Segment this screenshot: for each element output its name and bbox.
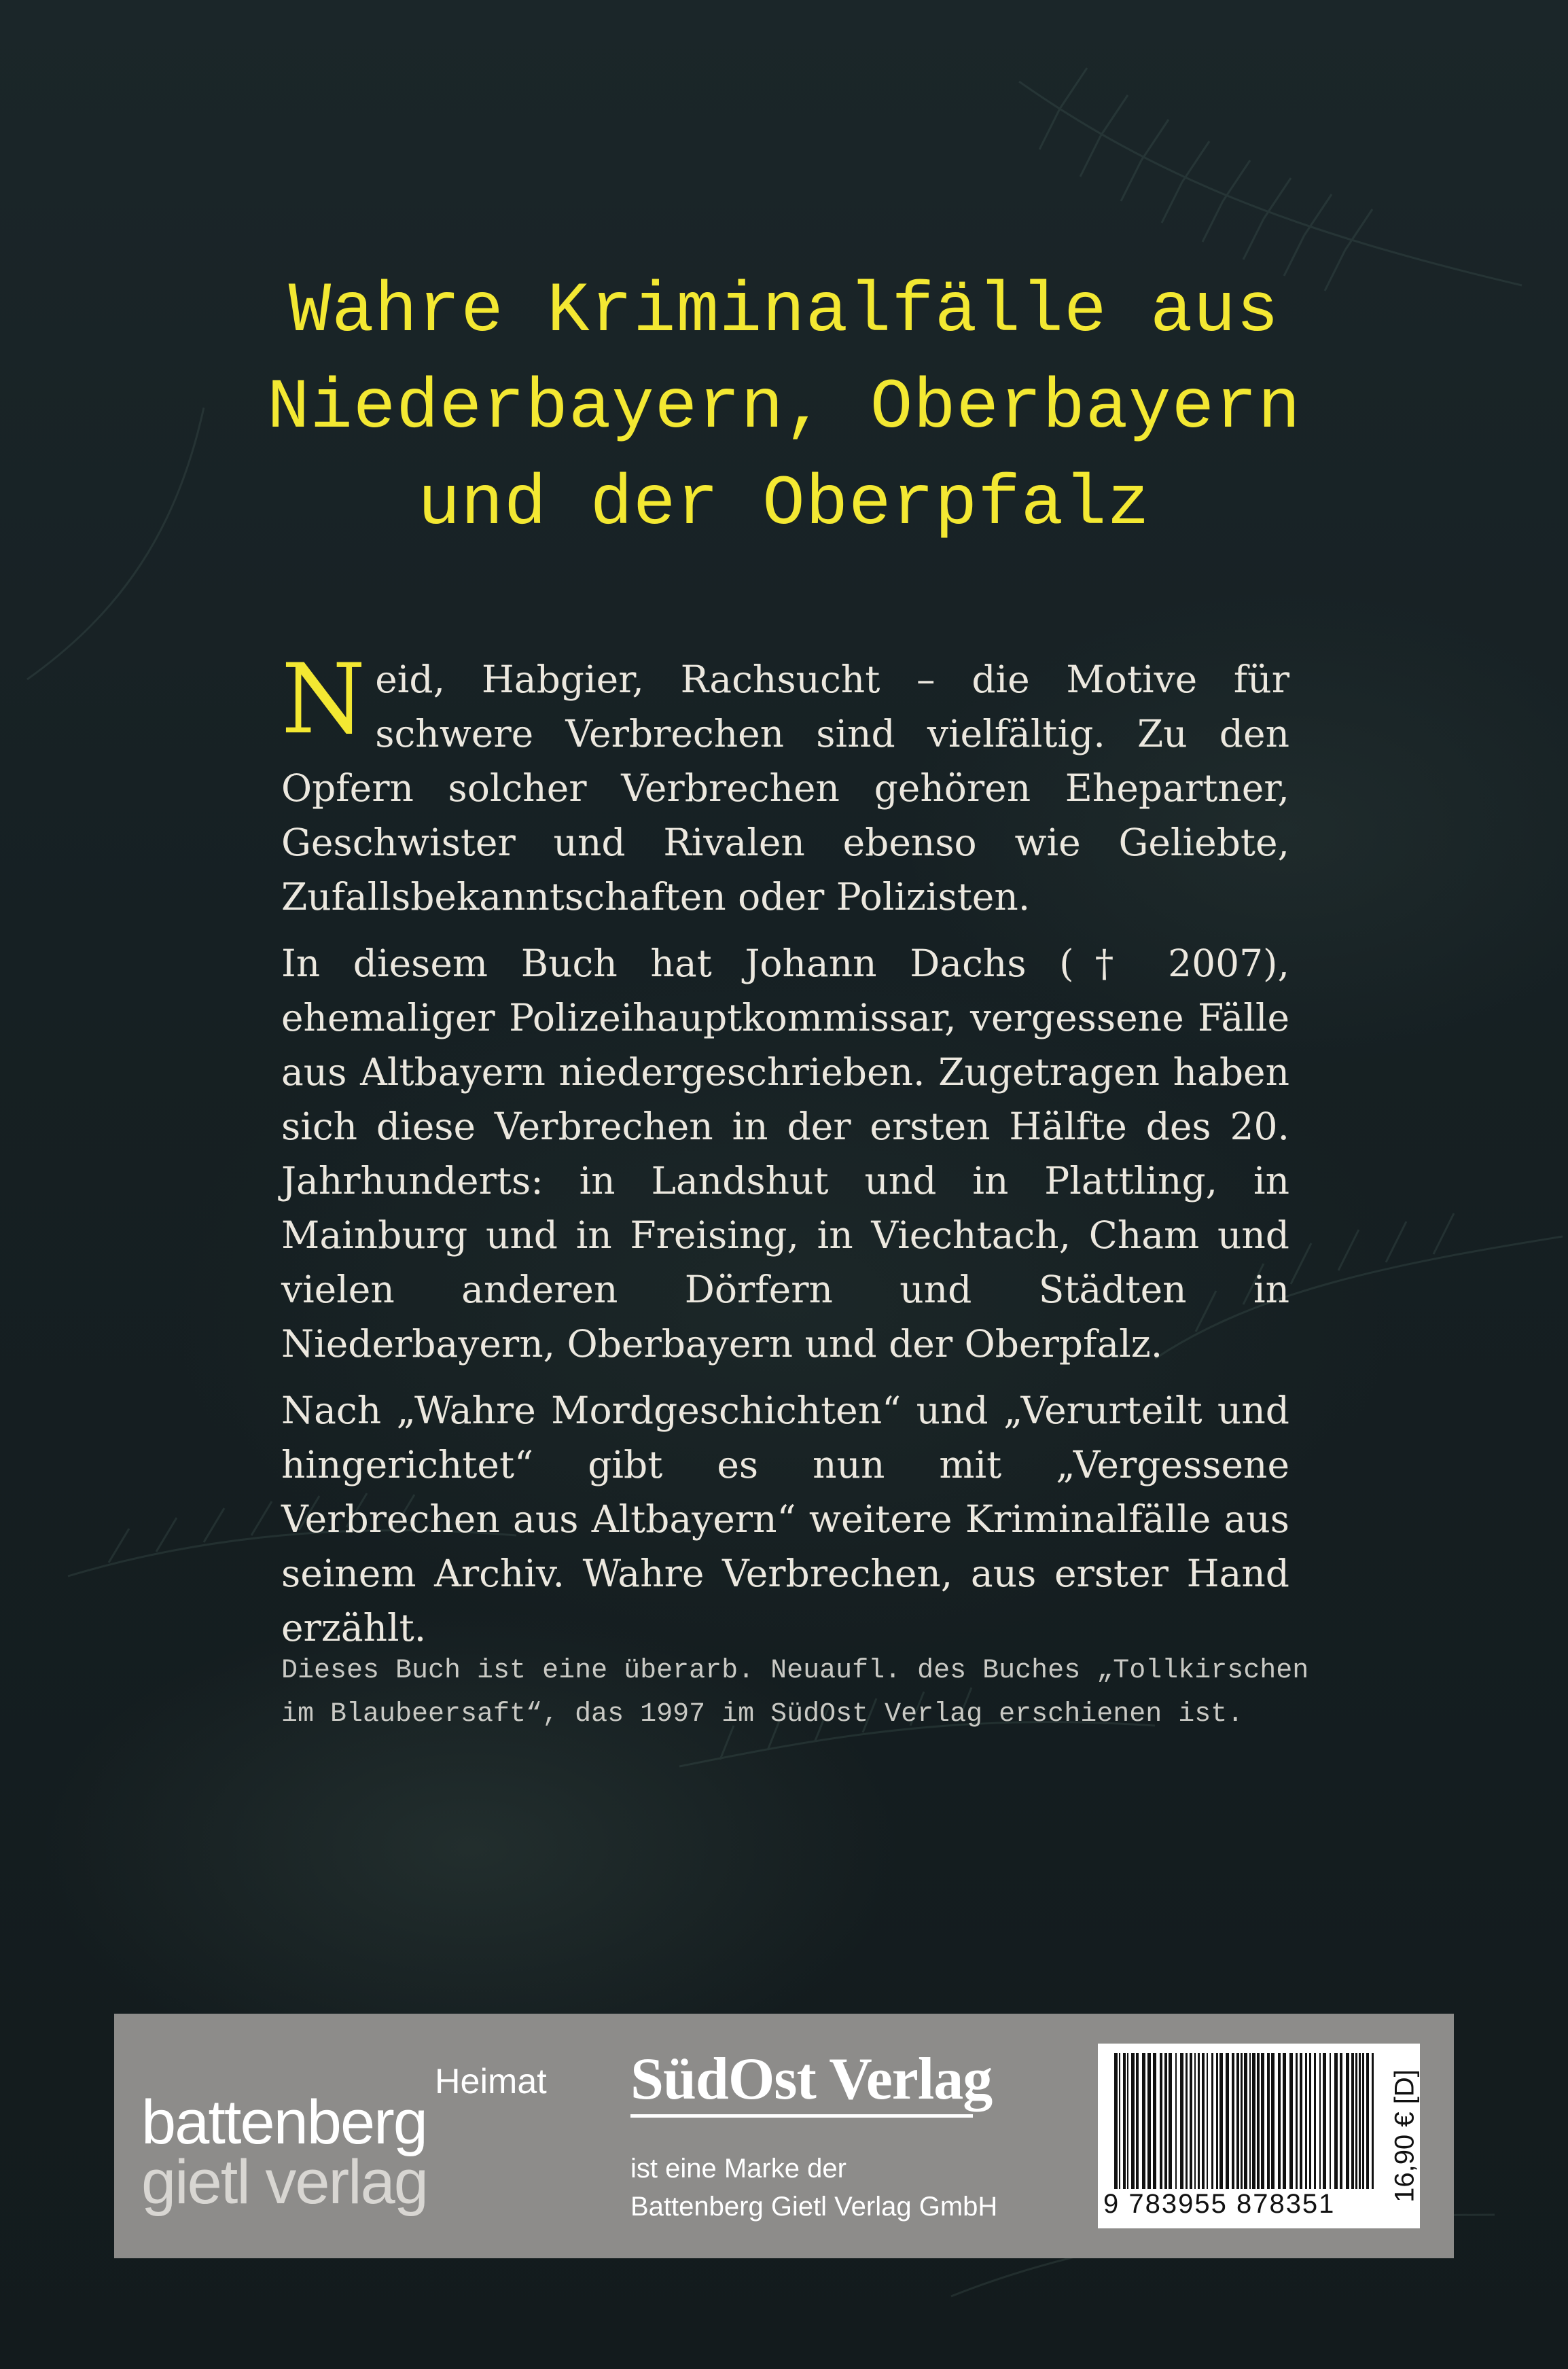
blurb-paragraph-1: [281, 643, 1289, 924]
barcode-panel: [1098, 2044, 1420, 2228]
blurb-paragraph-1-text: eid, Habgier, Rachsucht – die Motive für schwere Verbrechen sind vielfältig. Zu den Opfern solcher Verbrechen gehören Ehepartner, Geschwister und Rivalen ebenso wie Geliebte, Zufallsbekanntschaften oder Polizisten.: [281, 658, 1289, 919]
edition-note: [281, 1650, 1309, 1736]
price-tag: [1391, 2045, 1419, 2227]
barcode-bar: [1289, 2053, 1293, 2189]
barcode-bar: [1283, 2053, 1286, 2189]
blurb-paragraph-2: In diesem Buch hat Johann Dachs († 2007), ehemaliger Polizeihauptkommissar, vergessene Fälle aus Altbayern niedergeschrieben. Zugetragen haben sich diese Verbrechen in der ersten Hälfte des 20. Jahrhunderts: in Landshut und in Plattling, in Mainburg und in Freising, in Viechtach, Cham und vielen anderen Dörfern und Städten in Niederbayern, Oberbayern und der Oberpfalz.: [281, 942, 1289, 1366]
suedost-logo: SüdOst Verlag: [630, 2046, 993, 2112]
publisher-footer: [114, 2014, 1454, 2258]
barcode-bar: [1323, 2053, 1326, 2189]
barcode-bar: [1147, 2053, 1151, 2189]
barcode-bar: [1278, 2053, 1281, 2189]
barcode-bar: [1241, 2053, 1243, 2189]
edition-note-line-1: Dieses Buch ist eine überarb. Neuaufl. des Buches „Tollkirschen: [281, 1656, 1309, 1686]
battenberg-gietl-logo: [141, 2061, 658, 2238]
barcode-bar: [1186, 2053, 1188, 2189]
barcode-bar: [1362, 2053, 1364, 2189]
barcode-bar: [1123, 2053, 1126, 2189]
barcode-bar: [1244, 2053, 1247, 2189]
price-text: 16,90 € [D]: [1389, 2069, 1420, 2203]
barcode-bar: [1267, 2053, 1270, 2189]
barcode-bar: [1355, 2053, 1357, 2189]
brand-line-1: battenberg: [141, 2088, 427, 2157]
imprint-note-line-2: Battenberg Gietl Verlag GmbH: [630, 2192, 998, 2222]
barcode-bar: [1136, 2053, 1139, 2189]
blurb: [281, 643, 1289, 1667]
barcode-bar: [1202, 2053, 1205, 2189]
brand-heimat: Heimat: [435, 2062, 547, 2101]
barcode-bar: [1351, 2053, 1354, 2189]
headline-line-1: Wahre Kriminalfälle aus: [288, 272, 1280, 352]
barcode-bar: [1194, 2053, 1196, 2189]
barcode-bar: [1309, 2053, 1311, 2189]
barcode-bar: [1216, 2053, 1218, 2189]
barcode-bar: [1207, 2053, 1208, 2189]
brand-line-2: gietl verlag: [141, 2148, 427, 2217]
headline-line-3: und der Oberpfalz: [418, 465, 1150, 545]
barcode-bar: [1346, 2053, 1349, 2189]
isbn-barcode: [1111, 2053, 1378, 2189]
imprint-note: [630, 2150, 997, 2226]
isbn-number: 9 783955 878351: [1103, 2189, 1336, 2219]
barcode-bar: [1175, 2053, 1177, 2189]
barcode-bar: [1334, 2053, 1338, 2189]
barcode-bar: [1160, 2053, 1162, 2189]
barcode-bar: [1300, 2053, 1302, 2189]
barcode-bar: [1169, 2053, 1172, 2189]
drop-cap: N: [281, 643, 366, 755]
imprint-note-line-1: ist eine Marke der: [630, 2154, 847, 2184]
barcode-bar: [1226, 2053, 1229, 2189]
barcode-bar: [1114, 2053, 1118, 2189]
barcode-bar: [1219, 2053, 1223, 2189]
barcode-bar: [1153, 2053, 1156, 2189]
barcode-bar: [1359, 2053, 1361, 2189]
barcode-bar: [1372, 2053, 1374, 2189]
barcode-bar: [1330, 2053, 1331, 2189]
barcode-bar: [1190, 2053, 1192, 2189]
headline-line-2: Niederbayern, Oberbayern: [267, 368, 1301, 448]
barcode-bar: [1198, 2053, 1200, 2189]
barcode-bar: [1164, 2053, 1167, 2189]
barcode-bar: [1340, 2053, 1342, 2189]
barcode-bar: [1236, 2053, 1239, 2189]
barcode-bar: [1180, 2053, 1183, 2189]
barcode-bar: [1127, 2053, 1128, 2189]
barcode-bar: [1119, 2053, 1120, 2189]
barcode-bar: [1249, 2053, 1251, 2189]
barcode-bar: [1142, 2053, 1145, 2189]
edition-note-line-2: im Blaubeersaft“, das 1997 im SüdOst Verlag erschienen ist.: [281, 1699, 1244, 1730]
barcode-bar: [1211, 2053, 1213, 2189]
barcode-bar: [1232, 2053, 1234, 2189]
barcode-bar: [1319, 2053, 1321, 2189]
headline: [170, 264, 1398, 553]
barcode-bar: [1296, 2053, 1298, 2189]
blurb-paragraph-3: Nach „Wahre Mordgeschichten“ und „Verurteilt und hingerichtet“ gibt es nun mit „Vergessene Verbrechen aus Altbayern“ weitere Kriminalfälle aus seinem Archiv. Wahre Verbrechen, aus erster Hand erzählt.: [281, 1389, 1289, 1650]
barcode-bar: [1271, 2053, 1275, 2189]
barcode-bar: [1252, 2053, 1255, 2189]
barcode-bar: [1314, 2053, 1316, 2189]
barcode-bar: [1305, 2053, 1307, 2189]
barcode-bar: [1261, 2053, 1264, 2189]
barcode-bar: [1131, 2053, 1135, 2189]
suedost-logo-underline: [630, 2114, 973, 2118]
barcode-bar: [1257, 2053, 1260, 2189]
barcode-bar: [1366, 2053, 1369, 2189]
